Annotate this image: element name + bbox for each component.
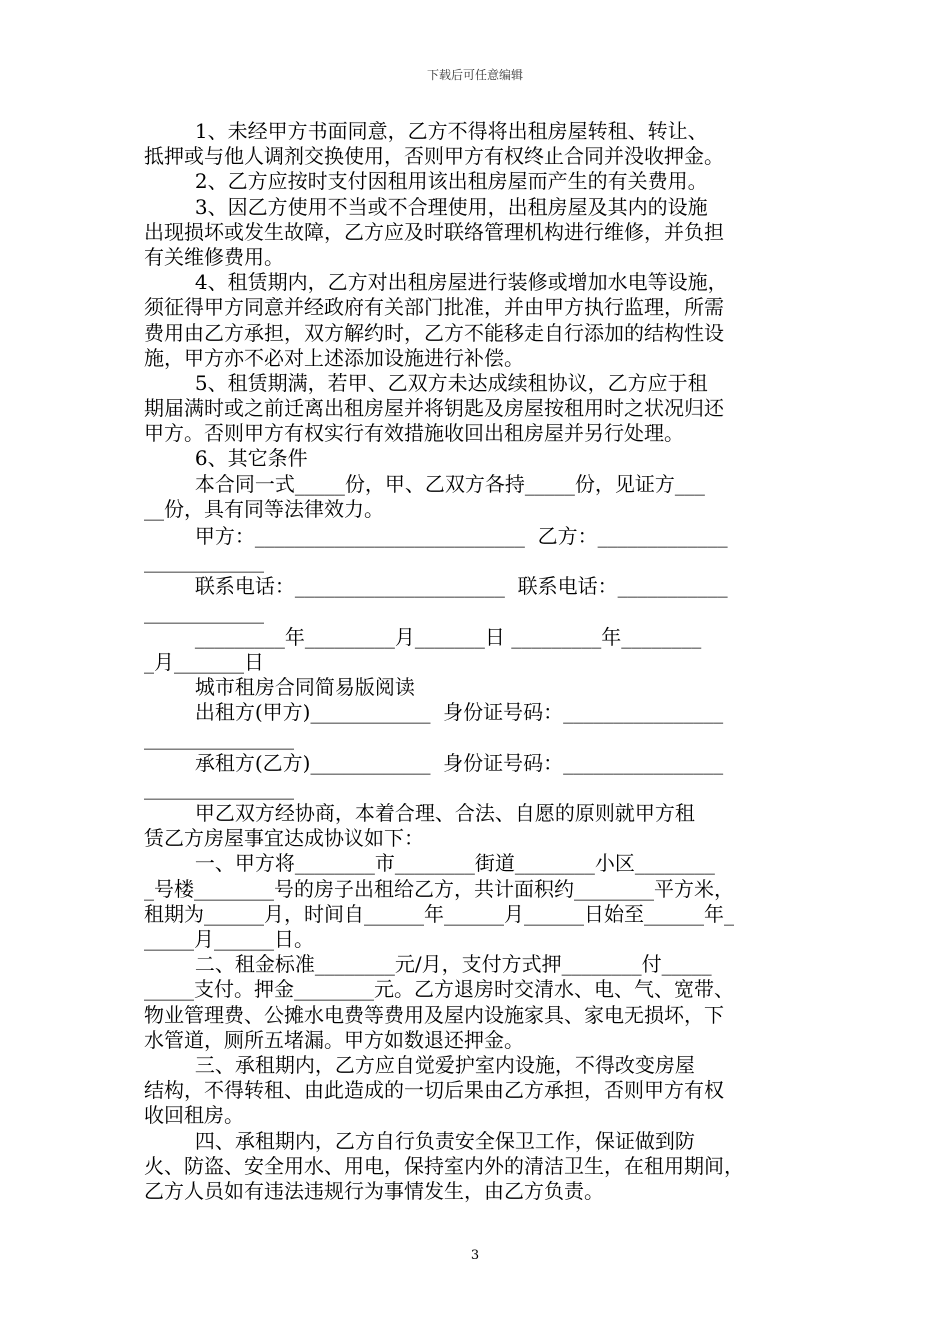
text-line: 6、其它条件	[144, 446, 308, 471]
text-line: 四、承租期内，乙方自行负责安全保卫工作，保证做到防	[144, 1128, 695, 1153]
page-number: 3	[470, 1248, 480, 1263]
section-title: 城市租房合同简易版阅读	[144, 675, 415, 700]
text-line: 4、租赁期内，乙方对出租房屋进行装修或增加水电等设施，	[144, 270, 728, 295]
lessee-line: _______________	[144, 775, 294, 800]
text-line: 有关维修费用。	[144, 244, 284, 269]
signature-line: 甲方：___________________________ 乙方：_____________	[144, 524, 728, 548]
text-line: 一、甲方将________市________街道________小区________	[144, 851, 715, 876]
text-line: 出现损坏或发生故障，乙方应及时联络管理机构进行维修，并负担	[144, 219, 724, 244]
text-line: 水管道，厕所五堵漏。甲方如数退还押金。	[144, 1027, 524, 1052]
lessor-line: 出租方(甲方)____________ 身份证号码：________________	[144, 700, 724, 725]
text-line: 乙方人员如有违法违规行为事情发生，由乙方负责。	[144, 1178, 604, 1203]
text-line: 本合同一式_____份，甲、乙双方各持_____份，见证方___	[144, 471, 705, 496]
signature-line: ____________	[144, 549, 264, 574]
text-line: 5、租赁期满，若甲、乙双方未达成续租协议，乙方应于租	[144, 370, 708, 395]
date-line: _________年_________月_______日 _________年________	[144, 624, 702, 649]
text-line: 二、租金标准________元/月，支付方式押________付_____	[144, 952, 712, 977]
text-line: 甲乙双方经协商，本着合理、合法、自愿的原则就甲方租	[144, 801, 695, 826]
text-line: 期届满时或之前迁离出租房屋并将钥匙及房屋按租用时之状况归还	[144, 396, 724, 421]
text-line: 费用由乙方承担，双方解约时，乙方不能移走自行添加的结构性设	[144, 320, 724, 345]
text-line: _号楼________号的房子出租给乙方，共计面积约________平方米，	[144, 876, 734, 901]
text-line: _____月______日。	[144, 927, 314, 951]
page-header: 下载后可任意编辑	[426, 68, 523, 82]
text-line: _____支付。押金________元。乙方退房时交清水、电、气、宽带、	[144, 977, 734, 1002]
text-line: 火、防盗、安全用水、用电，保持室内外的清洁卫生，在租用期间，	[144, 1153, 744, 1178]
text-line: 结构，不得转租、由此造成的一切后果由乙方承担，否则甲方有权	[144, 1078, 724, 1103]
text-line: __份，具有同等法律效力。	[144, 496, 384, 521]
text-line: 物业管理费、公摊水电费等费用及屋内设施家具、家电无损坏，下	[144, 1002, 724, 1027]
text-line: 抵押或与他人调剂交换使用，否则甲方有权终止合同并没收押金。	[144, 144, 724, 169]
text-line: 须征得甲方同意并经政府有关部门批准，并由甲方执行监理，所需	[144, 295, 724, 320]
text-line: 3、因乙方使用不当或不合理使用，出租房屋及其内的设施	[144, 194, 708, 219]
document-body	[144, 119, 808, 1204]
text-line: 收回租房。	[144, 1103, 244, 1128]
text-line: 三、承租期内，乙方应自觉爱护室内设施，不得改变房屋	[144, 1052, 695, 1077]
phone-line: 联系电话：_____________________ 联系电话：___________	[144, 574, 728, 599]
text-line: 1、未经甲方书面同意，乙方不得将出租房屋转租、转让、	[144, 119, 708, 143]
lessor-line: _______________	[144, 725, 294, 750]
text-line: 租期为______月，时间自______年______月______日始至______年_	[144, 901, 734, 926]
date-line: _月_______日	[144, 649, 264, 674]
phone-line: ____________	[144, 599, 264, 624]
text-line: 施，甲方亦不必对上述添加设施进行补偿。	[144, 345, 524, 370]
lessee-line: 承租方(乙方)____________ 身份证号码：________________	[144, 750, 724, 775]
text-line: 赁乙方房屋事宜达成协议如下：	[144, 826, 424, 851]
text-line: 甲方。否则甲方有权实行有效措施收回出租房屋并另行处理。	[144, 421, 684, 446]
text-line: 2、乙方应按时支付因租用该出租房屋而产生的有关费用。	[144, 169, 708, 194]
